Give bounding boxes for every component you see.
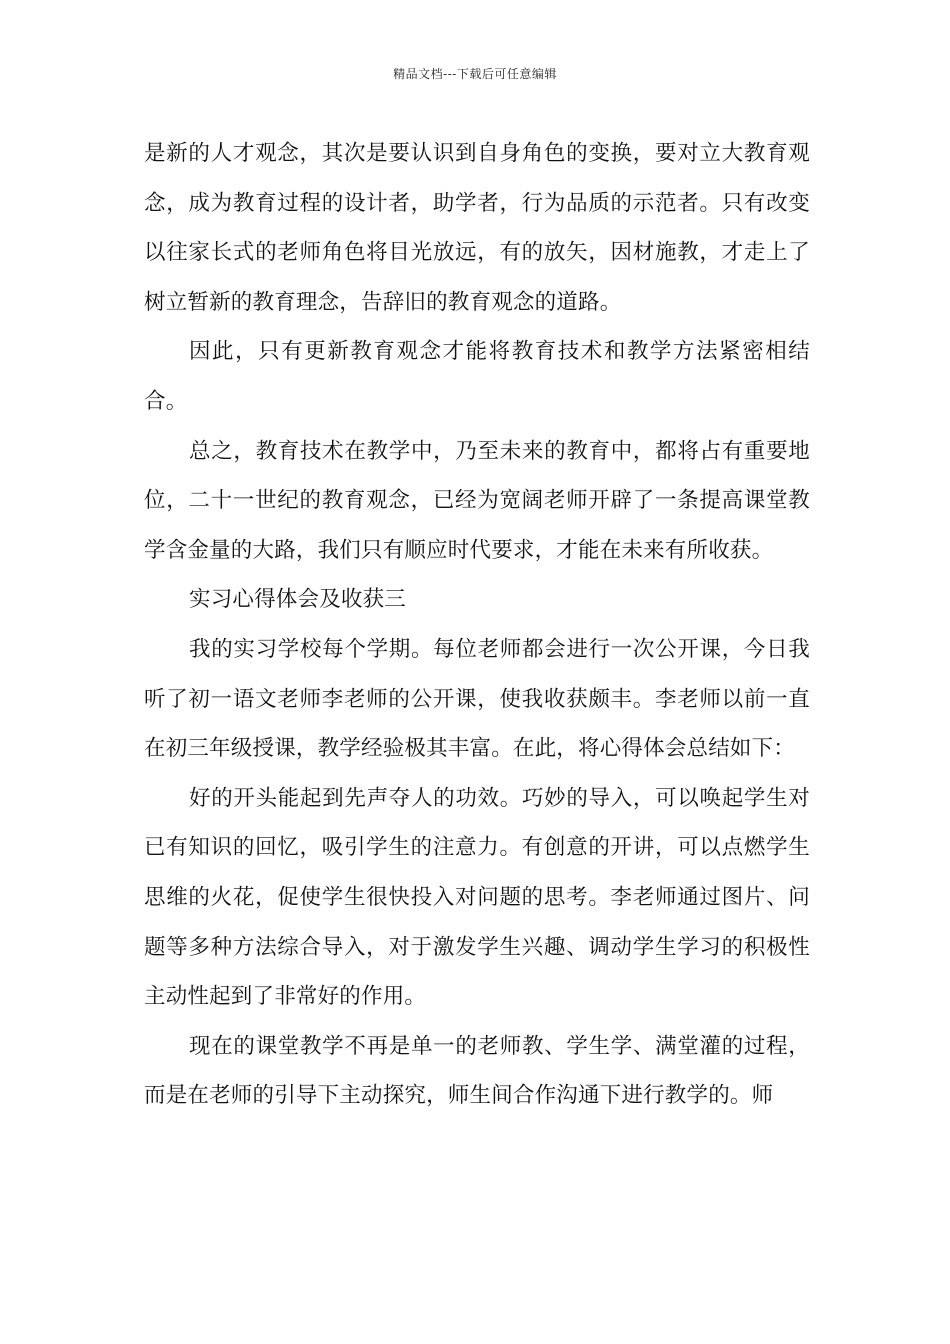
paragraph: 好的开头能起到先声夺人的功效。巧妙的导入，可以唤起学生对已有知识的回忆，吸引学生的注意力。有创意的开讲，可以点燃学生思维的火花，促使学生很快投入对问题的思考。李老师通过图片、问题等多种方法综合导入，对于激发学生兴趣、调动学生学习的积极性主动性起到了非常好的作用。 bbox=[144, 785, 810, 1010]
document-body bbox=[144, 129, 810, 1121]
page-header: 精品文档---下载后可任意编辑 bbox=[393, 67, 557, 81]
paragraph: 是新的人才观念，其次是要认识到自身角色的变换，要对立大教育观念，成为教育过程的设计者，助学者，行为品质的示范者。只有改变以往家长式的老师角色将目光放远，有的放矢，因材施教，才走上了树立暂新的教育理念，告辞旧的教育观念的道路。 bbox=[144, 141, 810, 315]
paragraph: 总之，教育技术在教学中，乃至未来的教育中，都将占有重要地位，二十一世纪的教育观念，已经为宽阔老师开辟了一条提高课堂教学含金量的大路，我们只有顺应时代要求，才能在未来有所收获。 bbox=[144, 438, 810, 563]
paragraph: 现在的课堂教学不再是单一的老师教、学生学、满堂灌的过程，而是在老师的引导下主动探究，师生间合作沟通下进行教学的。师 bbox=[144, 1033, 810, 1109]
paragraph: 我的实习学校每个学期。每位老师都会进行一次公开课，今日我听了初一语文老师李老师的公开课，使我收获颇丰。李老师以前一直在初三年级授课，教学经验极其丰富。在此，将心得体会总结如下： bbox=[144, 636, 810, 762]
section-heading: 实习心得体会及收获三 bbox=[189, 587, 407, 613]
paragraph: 因此，只有更新教育观念才能将教育技术和教学方法紧密相结合。 bbox=[144, 339, 810, 414]
